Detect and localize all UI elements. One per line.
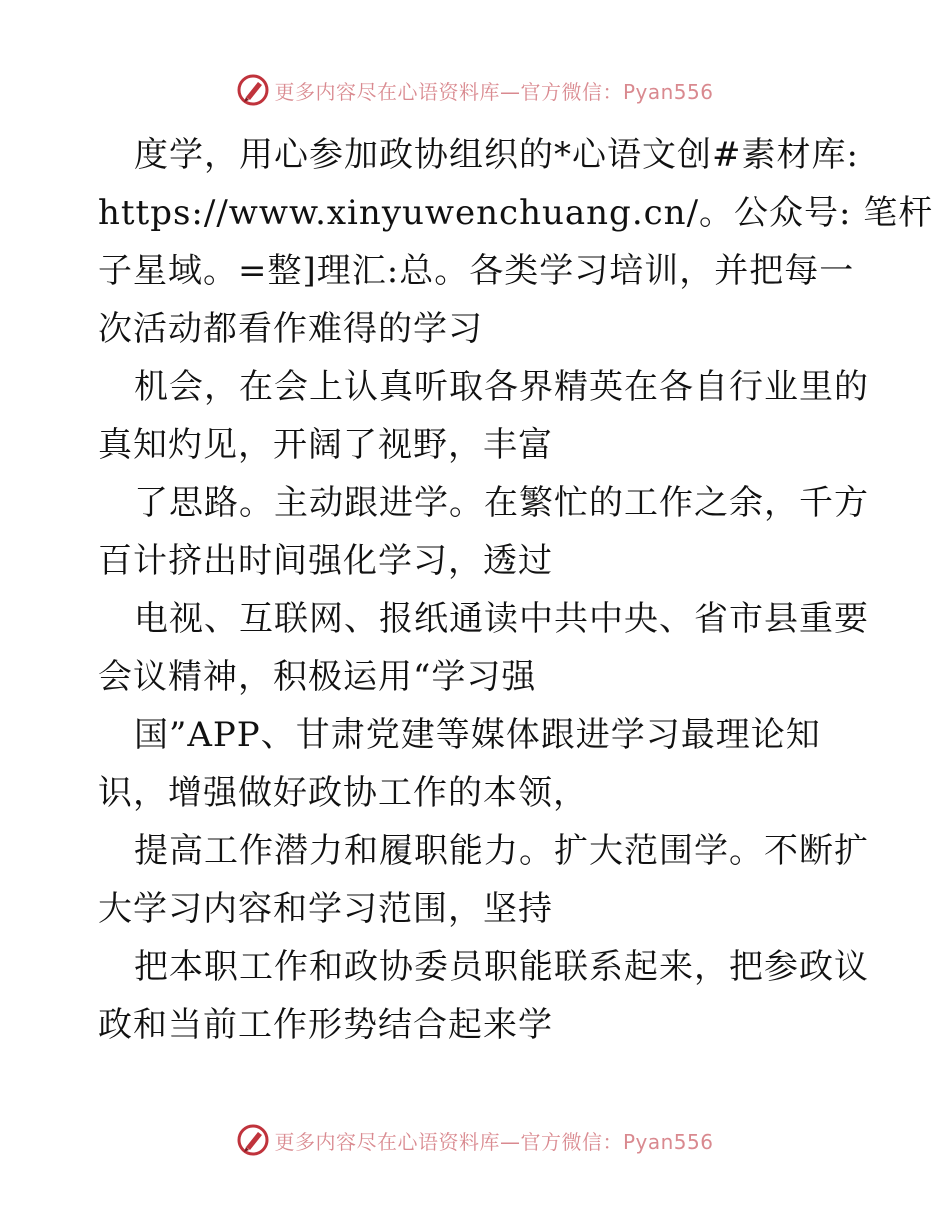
text-line: 会议精神，积极运用“学习强 bbox=[98, 657, 537, 697]
text-line: 政和当前工作形势结合起来学 bbox=[98, 1005, 553, 1045]
text-line: 识，增强做好政协工作的本领， bbox=[98, 773, 588, 813]
pen-logo-icon bbox=[236, 73, 270, 107]
text-line: https://www.xinyuwenchuang.cn/。公众号: 笔杆 bbox=[98, 193, 934, 233]
text-line: 真知灼见，开阔了视野，丰富 bbox=[98, 425, 553, 465]
text-line: 大学习内容和学习范围，坚持 bbox=[98, 889, 553, 929]
text-line: 百计挤出时间强化学习，透过 bbox=[98, 541, 553, 581]
text-line: 提高工作潜力和履职能力。扩大范围学。不断扩 bbox=[134, 831, 869, 871]
text-line: 度学，用心参加政协组织的*心语文创#素材库: bbox=[134, 135, 859, 175]
footer-banner-text: 更多内容尽在心语资料库—官方微信：Pyan556 bbox=[274, 1129, 714, 1154]
text-line: 电视、互联网、报纸通读中共中央、省市县重要 bbox=[134, 599, 869, 639]
text-line: 子星域。=整]理汇:总。各类学习培训，并把每一 bbox=[98, 251, 855, 291]
text-line: 把本职工作和政协委员职能联系起来，把参政议 bbox=[134, 947, 869, 987]
header-banner-text: 更多内容尽在心语资料库—官方微信：Pyan556 bbox=[274, 79, 714, 104]
text-line: 国”APP、甘肃党建等媒体跟进学习最理论知 bbox=[134, 715, 821, 755]
text-line: 了思路。主动跟进学。在繁忙的工作之余，千方 bbox=[134, 483, 869, 523]
footer-banner bbox=[0, 1120, 950, 1160]
header-banner bbox=[0, 70, 950, 110]
text-line: 次活动都看作难得的学习 bbox=[98, 309, 483, 349]
document-body bbox=[98, 126, 934, 1054]
text-line: 机会，在会上认真听取各界精英在各自行业里的 bbox=[134, 367, 869, 407]
pen-logo-icon bbox=[236, 1123, 270, 1157]
